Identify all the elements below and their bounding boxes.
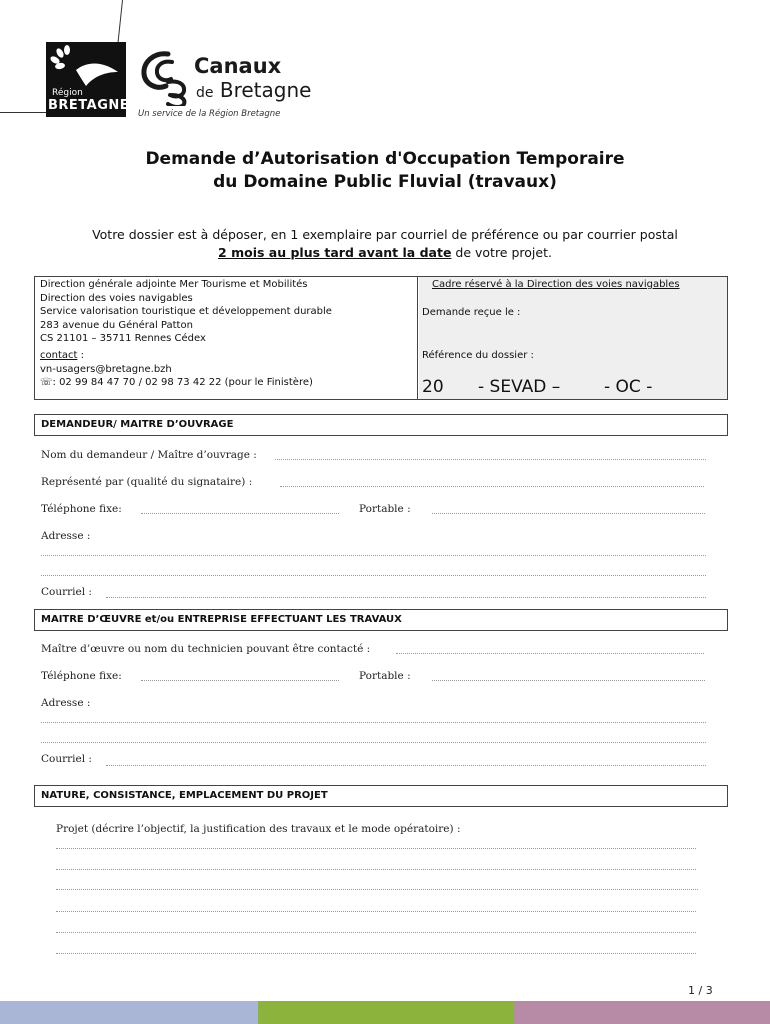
label-portable: Portable : [359, 503, 411, 515]
contact-line: Service valorisation touristique et développement durable [40, 306, 332, 318]
contact-line: 283 avenue du Général Patton [40, 319, 193, 331]
intro-text [0, 226, 770, 262]
canaux-logo-de: de [196, 85, 214, 101]
input-projet-line6[interactable] [56, 953, 696, 954]
input-portable[interactable] [432, 513, 705, 514]
label-adresse: Adresse : [41, 530, 91, 542]
contact-label-line [40, 349, 412, 363]
phone-icon: ☏ [40, 377, 53, 389]
contact-line: Direction des voies navigables [40, 292, 193, 304]
reserved-reference: Référence du dossier : [422, 350, 534, 361]
reserved-title: Cadre réservé à la Direction des voies navigables [432, 279, 680, 290]
decorative-line-horizontal [0, 112, 48, 113]
intro-deadline: 2 mois au plus tard avant la date [218, 245, 452, 260]
contact-line: Direction générale adjointe Mer Tourisme et Mobilités [40, 279, 308, 290]
contact-email[interactable]: vn-usagers@bretagne.bzh [40, 363, 172, 375]
section-header-demandeur: DEMANDEUR/ MAITRE D’OUVRAGE [34, 414, 728, 436]
canaux-de-bretagne-logo [138, 48, 338, 123]
label-moe-contact: Maître d’œuvre ou nom du technicien pouvant être contacté : [41, 643, 371, 655]
reserved-code-oc: - OC - [604, 377, 653, 397]
input-tel-fixe[interactable] [141, 513, 339, 514]
intro-line2 [0, 244, 770, 262]
contact-table [34, 276, 728, 400]
input-adresse-line2[interactable] [41, 575, 706, 576]
label-tel-fixe: Téléphone fixe: [41, 503, 122, 515]
section-header-projet: NATURE, CONSISTANCE, EMPLACEMENT DU PROJET [34, 785, 728, 807]
section-header-maitre-oeuvre: MAITRE D’ŒUVRE et/ou ENTREPRISE EFFECTUANT LES TRAVAUX [34, 609, 728, 631]
footer-bar-green [258, 1001, 514, 1024]
contact-address-block [35, 277, 418, 399]
page-number: 1 / 3 [688, 984, 713, 997]
label-nom-demandeur: Nom du demandeur / Maître d’ouvrage : [41, 449, 257, 461]
canaux-logo-name: Canaux [194, 54, 282, 78]
contact-phone-line [40, 376, 412, 390]
contact-line: CS 21101 – 35711 Rennes Cédex [40, 333, 206, 345]
input-moe-portable[interactable] [432, 680, 705, 681]
contact-label-suffix: : [77, 349, 84, 361]
input-courriel[interactable] [106, 597, 706, 598]
input-nom-demandeur[interactable] [275, 459, 706, 460]
label-moe-tel-fixe: Téléphone fixe: [41, 670, 122, 682]
intro-line1: Votre dossier est à déposer, en 1 exemplaire par courriel de préférence ou par courrier postal [92, 227, 678, 242]
input-adresse-line1[interactable] [41, 555, 706, 556]
region-logo-line1: Région [52, 88, 83, 98]
c3-mark-icon [138, 48, 194, 106]
contact-label: contact [40, 349, 78, 361]
input-projet-line4[interactable] [56, 911, 696, 912]
input-projet-line2[interactable] [56, 869, 696, 870]
label-represente: Représenté par (qualité du signataire) : [41, 476, 253, 488]
canaux-logo-tagline: Un service de la Région Bretagne [138, 109, 281, 119]
label-courriel: Courriel : [41, 586, 92, 598]
reserved-code-sevad: - SEVAD – [478, 377, 561, 397]
input-represente[interactable] [280, 486, 704, 487]
region-bretagne-logo [46, 42, 130, 117]
reserved-code-year: 20 [422, 377, 444, 397]
label-projet: Projet (décrire l’objectif, la justification des travaux et le mode opératoire) : [56, 823, 461, 835]
input-moe-courriel[interactable] [106, 765, 706, 766]
footer-bar-mauve [514, 1001, 770, 1024]
document-title [0, 148, 770, 194]
title-line1: Demande d’Autorisation d'Occupation Temporaire [145, 149, 625, 169]
canaux-logo-subtitle [196, 78, 311, 102]
footer-bar-blue [0, 1001, 258, 1024]
input-projet-line1[interactable] [56, 848, 696, 849]
label-moe-courriel: Courriel : [41, 753, 92, 765]
input-moe-adresse-line2[interactable] [41, 742, 706, 743]
region-logo-line2: BRETAGNE [48, 98, 130, 113]
contact-phone: : 02 99 84 47 70 / 02 98 73 42 22 (pour le Finistère) [52, 377, 313, 389]
label-moe-portable: Portable : [359, 670, 411, 682]
label-moe-adresse: Adresse : [41, 697, 91, 709]
input-projet-line3[interactable] [56, 889, 698, 890]
input-projet-line5[interactable] [56, 932, 696, 933]
title-line2: du Domaine Public Fluvial (travaux) [213, 172, 557, 192]
input-moe-adresse-line1[interactable] [41, 722, 706, 723]
input-moe-tel-fixe[interactable] [141, 680, 339, 681]
reserved-date-received: Demande reçue le : [422, 307, 521, 318]
intro-line2-rest: de votre projet. [451, 245, 552, 260]
input-moe-contact[interactable] [396, 653, 704, 654]
canaux-logo-bretagne: Bretagne [219, 78, 312, 102]
reserved-block [419, 277, 727, 399]
